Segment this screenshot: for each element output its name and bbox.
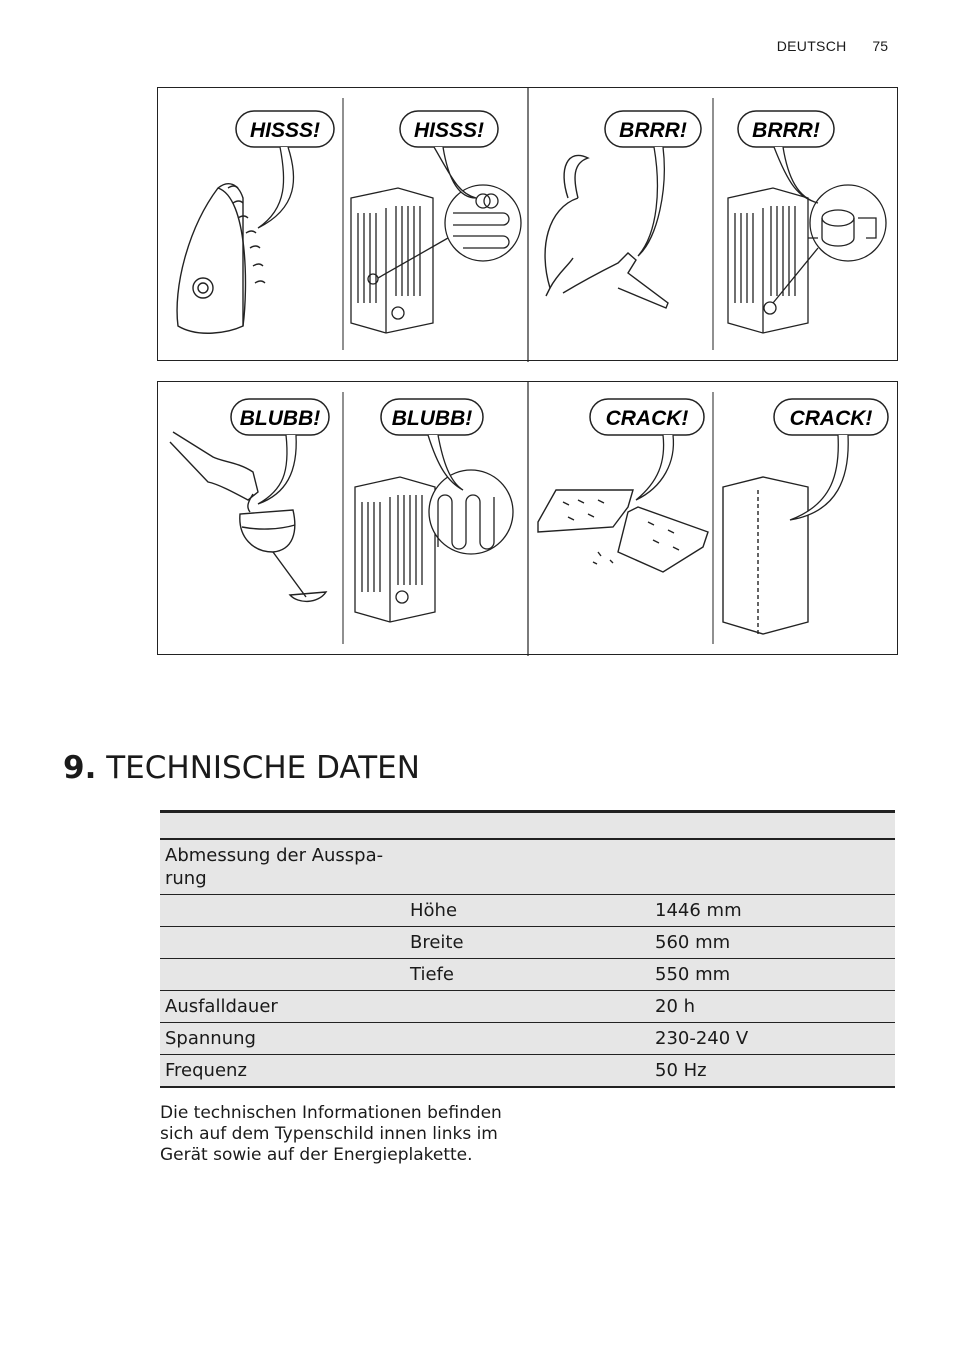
section-title-text: TECHNISCHE DATEN xyxy=(106,750,420,786)
table-cell: Abmessung der Ausspa- rung xyxy=(160,839,405,895)
fridge-coil-icon xyxy=(351,185,521,333)
table-row xyxy=(160,1023,895,1055)
bubble-text-2: HISSS! xyxy=(413,119,485,142)
iron-icon xyxy=(177,184,265,334)
table-cell xyxy=(405,812,650,840)
speech-bubble-5 xyxy=(231,399,329,504)
table-cell: 560 mm xyxy=(650,927,895,959)
table-row xyxy=(160,927,895,959)
bubble-text-7: CRACK! xyxy=(605,407,689,430)
speech-bubble-8 xyxy=(774,399,888,520)
cracked-sheet-icon xyxy=(538,490,708,572)
table-cell: Breite xyxy=(405,927,650,959)
table-row xyxy=(160,1055,895,1088)
table-cell: 1446 mm xyxy=(650,895,895,927)
table-cell: Höhe xyxy=(405,895,650,927)
table-cell: 230-240 V xyxy=(650,1023,895,1055)
section-number: 9. xyxy=(63,750,97,786)
table-cell xyxy=(160,895,405,927)
table-cell xyxy=(650,839,895,895)
table-cell: Tiefe xyxy=(405,959,650,991)
speech-bubble-4 xyxy=(738,111,834,203)
header-language: DEUTSCH xyxy=(776,38,847,54)
bubble-text-5: BLUBB! xyxy=(239,407,321,430)
table-row xyxy=(160,991,895,1023)
fridge-pipes-icon xyxy=(355,470,513,622)
table-row xyxy=(160,812,895,840)
speech-bubble-1 xyxy=(236,111,334,228)
speech-bubble-7 xyxy=(590,399,704,500)
table-cell xyxy=(160,812,405,840)
table-cell xyxy=(405,839,650,895)
noise-illustrations-row-1 xyxy=(157,87,898,361)
speech-bubble-3 xyxy=(605,111,701,256)
noise-illustrations-row-2 xyxy=(157,381,898,655)
technical-data-table xyxy=(160,810,895,1088)
table-row xyxy=(160,895,895,927)
fridge-compressor-icon xyxy=(728,185,886,333)
table-cell: Spannung xyxy=(160,1023,405,1055)
page-header xyxy=(777,38,888,54)
table-cell: 20 h xyxy=(650,991,895,1023)
noise-illustrations-row-1-svg xyxy=(158,88,899,362)
table-cell xyxy=(405,1023,650,1055)
table-cell xyxy=(160,927,405,959)
table-cell: 550 mm xyxy=(650,959,895,991)
bubble-text-3: BRRR! xyxy=(619,119,687,142)
section-title xyxy=(63,750,420,786)
table-cell xyxy=(650,812,895,840)
table-cell xyxy=(160,959,405,991)
page-number: 75 xyxy=(872,38,888,54)
bubble-text-1: HISSS! xyxy=(249,119,321,142)
table-cell xyxy=(405,1055,650,1088)
table-cell: Frequenz xyxy=(160,1055,405,1088)
table-row xyxy=(160,959,895,991)
table-row xyxy=(160,839,895,895)
bubble-text-8: CRACK! xyxy=(789,407,873,430)
wine-pour-icon xyxy=(170,432,326,601)
table-footnote: Die technischen Informationen befinden sich auf dem Typenschild innen links im Gerät sowie auf der Energieplakette. xyxy=(160,1103,502,1165)
fridge-cabinet-icon xyxy=(723,477,808,634)
table-cell xyxy=(405,991,650,1023)
noise-illustrations-row-2-svg xyxy=(158,382,899,656)
table-cell: Ausfalldauer xyxy=(160,991,405,1023)
table-cell: 50 Hz xyxy=(650,1055,895,1088)
cat-icon xyxy=(545,155,668,308)
bubble-text-4: BRRR! xyxy=(752,119,820,142)
bubble-text-6: BLUBB! xyxy=(391,407,473,430)
